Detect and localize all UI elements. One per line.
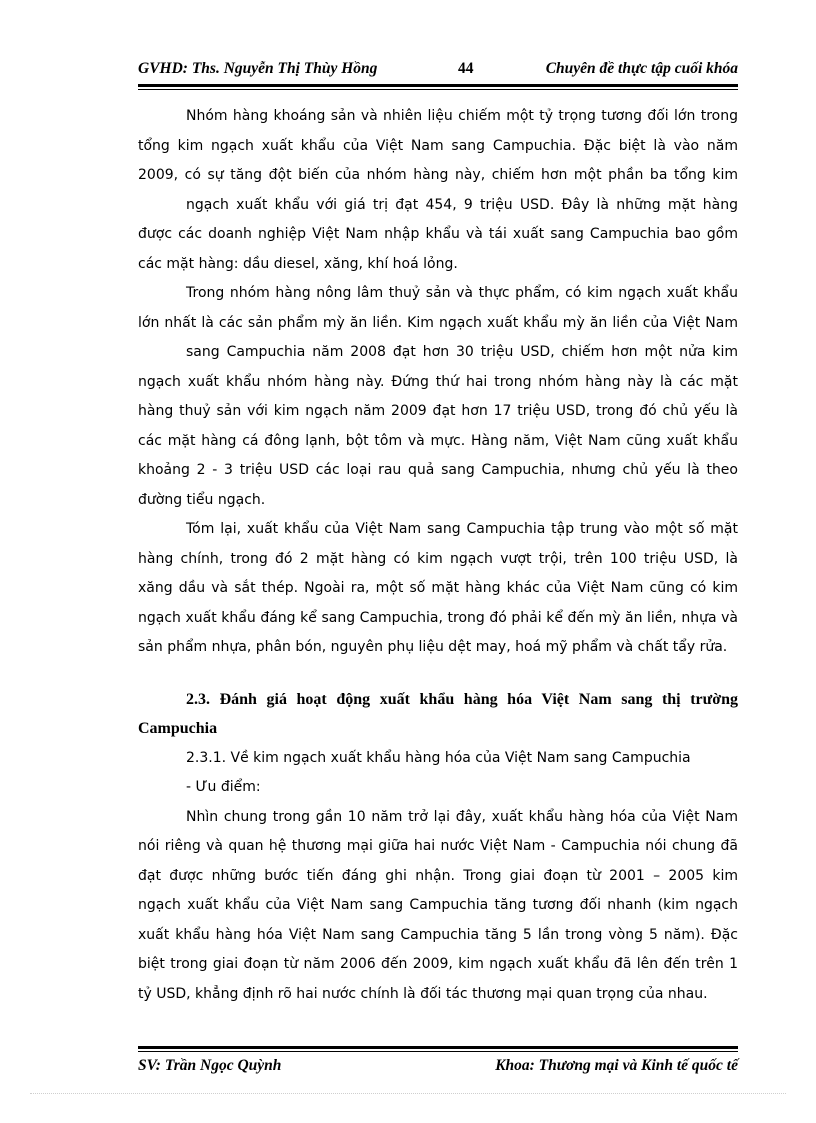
text-line: các mặt hàng: dầu diesel, xăng, khí hoá lỏng. [138,255,458,272]
text-line: nói riêng và quan hệ thương mại giữa hai nước Việt Nam - Campuchia nói chung đã [138,838,738,854]
header-supervisor: GVHD: Ths. Nguyễn Thị Thùy Hồng [138,60,378,77]
section-heading-cont: Campuchia [138,720,218,737]
footer-rule-thick [138,1046,738,1049]
text-line: xuất khẩu hàng hóa Việt Nam sang Campuchia tăng 5 lần trong vòng 5 năm). Đặc [138,926,738,943]
footer-rule-thin [138,1051,738,1052]
text-line: khoảng 2 - 3 triệu USD các loại rau quả sang Campuchia, nhưng chủ yếu là theo [138,462,738,478]
text-line: đạt được những bước tiến đáng ghi nhận. Trong giai đoạn từ 2001 – 2005 kim [138,867,738,884]
text-line: sản phẩm nhựa, phân bón, nguyên phụ liệu dệt may, hoá mỹ phẩm và chất tẩy rửa. [138,639,728,655]
text-line: ngạch xuất khẩu với giá trị đạt 454, 9 triệu USD. Đây là những mặt hàng [186,196,738,213]
text-line: Nhìn chung trong gần 10 năm trở lại đây, xuất khẩu hàng hóa của Việt Nam [186,808,738,825]
text-line: lớn nhất là các sản phẩm mỳ ăn liền. Kim ngạch xuất khẩu mỳ ăn liền của Việt Nam [138,314,738,331]
header-report-title: Chuyên đề thực tập cuối khóa [545,60,738,77]
text-line: được các doanh nghiệp Việt Nam nhập khẩu và tái xuất sang Campuchia bao gồm [138,226,738,242]
page-number: 44 [458,60,474,77]
body-text [138,102,738,1009]
paragraph-gap [138,663,738,685]
text-line: Nhóm hàng khoáng sản và nhiên liệu chiếm một tỷ trọng tương đối lớn trong [186,108,738,124]
text-line: ngạch xuất khẩu đáng kể sang Campuchia, trong đó phải kể đến mỳ ăn liền, nhựa và [138,609,738,626]
header-rule-thin [138,89,738,90]
text-line: Trong nhóm hàng nông lâm thuỷ sản và thực phẩm, có kim ngạch xuất khẩu [186,285,738,301]
page-footer [138,1057,738,1079]
footer-student: SV: Trần Ngọc Quỳnh [138,1057,282,1074]
text-line: tỷ USD, khẳng định rõ hai nước chính là đối tác thương mại quan trọng của nhau. [138,985,708,1002]
page-header [138,60,738,82]
text-line: xăng dầu và sắt thép. Ngoài ra, một số mặt hàng khác của Việt Nam cũng có kim [138,580,738,596]
text-line: biệt trong giai đoạn từ năm 2006 đến 2009, kim ngạch xuất khẩu đã lên đến trên 1 [138,956,738,972]
text-line: đường tiểu ngạch. [138,491,266,508]
text-line: 2009, có sự tăng đột biến của nhóm hàng này, chiếm hơn một phần ba tổng kim [138,167,738,183]
text-line: các mặt hàng cá đông lạnh, bột tôm và mực. Hàng năm, Việt Nam cũng xuất khẩu [138,432,738,449]
text-line: sang Campuchia năm 2008 đạt hơn 30 triệu USD, chiếm hơn một nửa kim [186,344,738,360]
text-line: hàng thuỷ sản với kim ngạch năm 2009 đạt hơn 17 triệu USD, trong đó chủ yếu là [138,403,738,419]
subsection-label: - Ưu điểm: [186,779,261,795]
text-line: Tóm lại, xuất khẩu của Việt Nam sang Campuchia tập trung vào một số mặt [186,521,738,537]
text-line: ngạch xuất khẩu nhóm hàng này. Đứng thứ hai trong nhóm hàng này là các mặt [138,373,738,390]
text-line: tổng kim ngạch xuất khẩu của Việt Nam sang Campuchia. Đặc biệt là vào năm [138,137,738,154]
subsection-heading: 2.3.1. Về kim ngạch xuất khẩu hàng hóa của Việt Nam sang Campuchia [186,749,691,766]
section-heading: 2.3. Đánh giá hoạt động xuất khẩu hàng hóa Việt Nam sang thị trường [186,690,738,708]
text-line: ngạch xuất khẩu của Việt Nam sang Campuchia tăng tương đối nhanh (kim ngạch [138,897,738,913]
page-bottom-divider [30,1093,786,1094]
text-line: hàng chính, trong đó 2 mặt hàng có kim ngạch vượt trội, trên 100 triệu USD, là [138,550,738,567]
header-rule-thick [138,84,738,87]
footer-faculty: Khoa: Thương mại và Kinh tế quốc tế [495,1057,738,1074]
